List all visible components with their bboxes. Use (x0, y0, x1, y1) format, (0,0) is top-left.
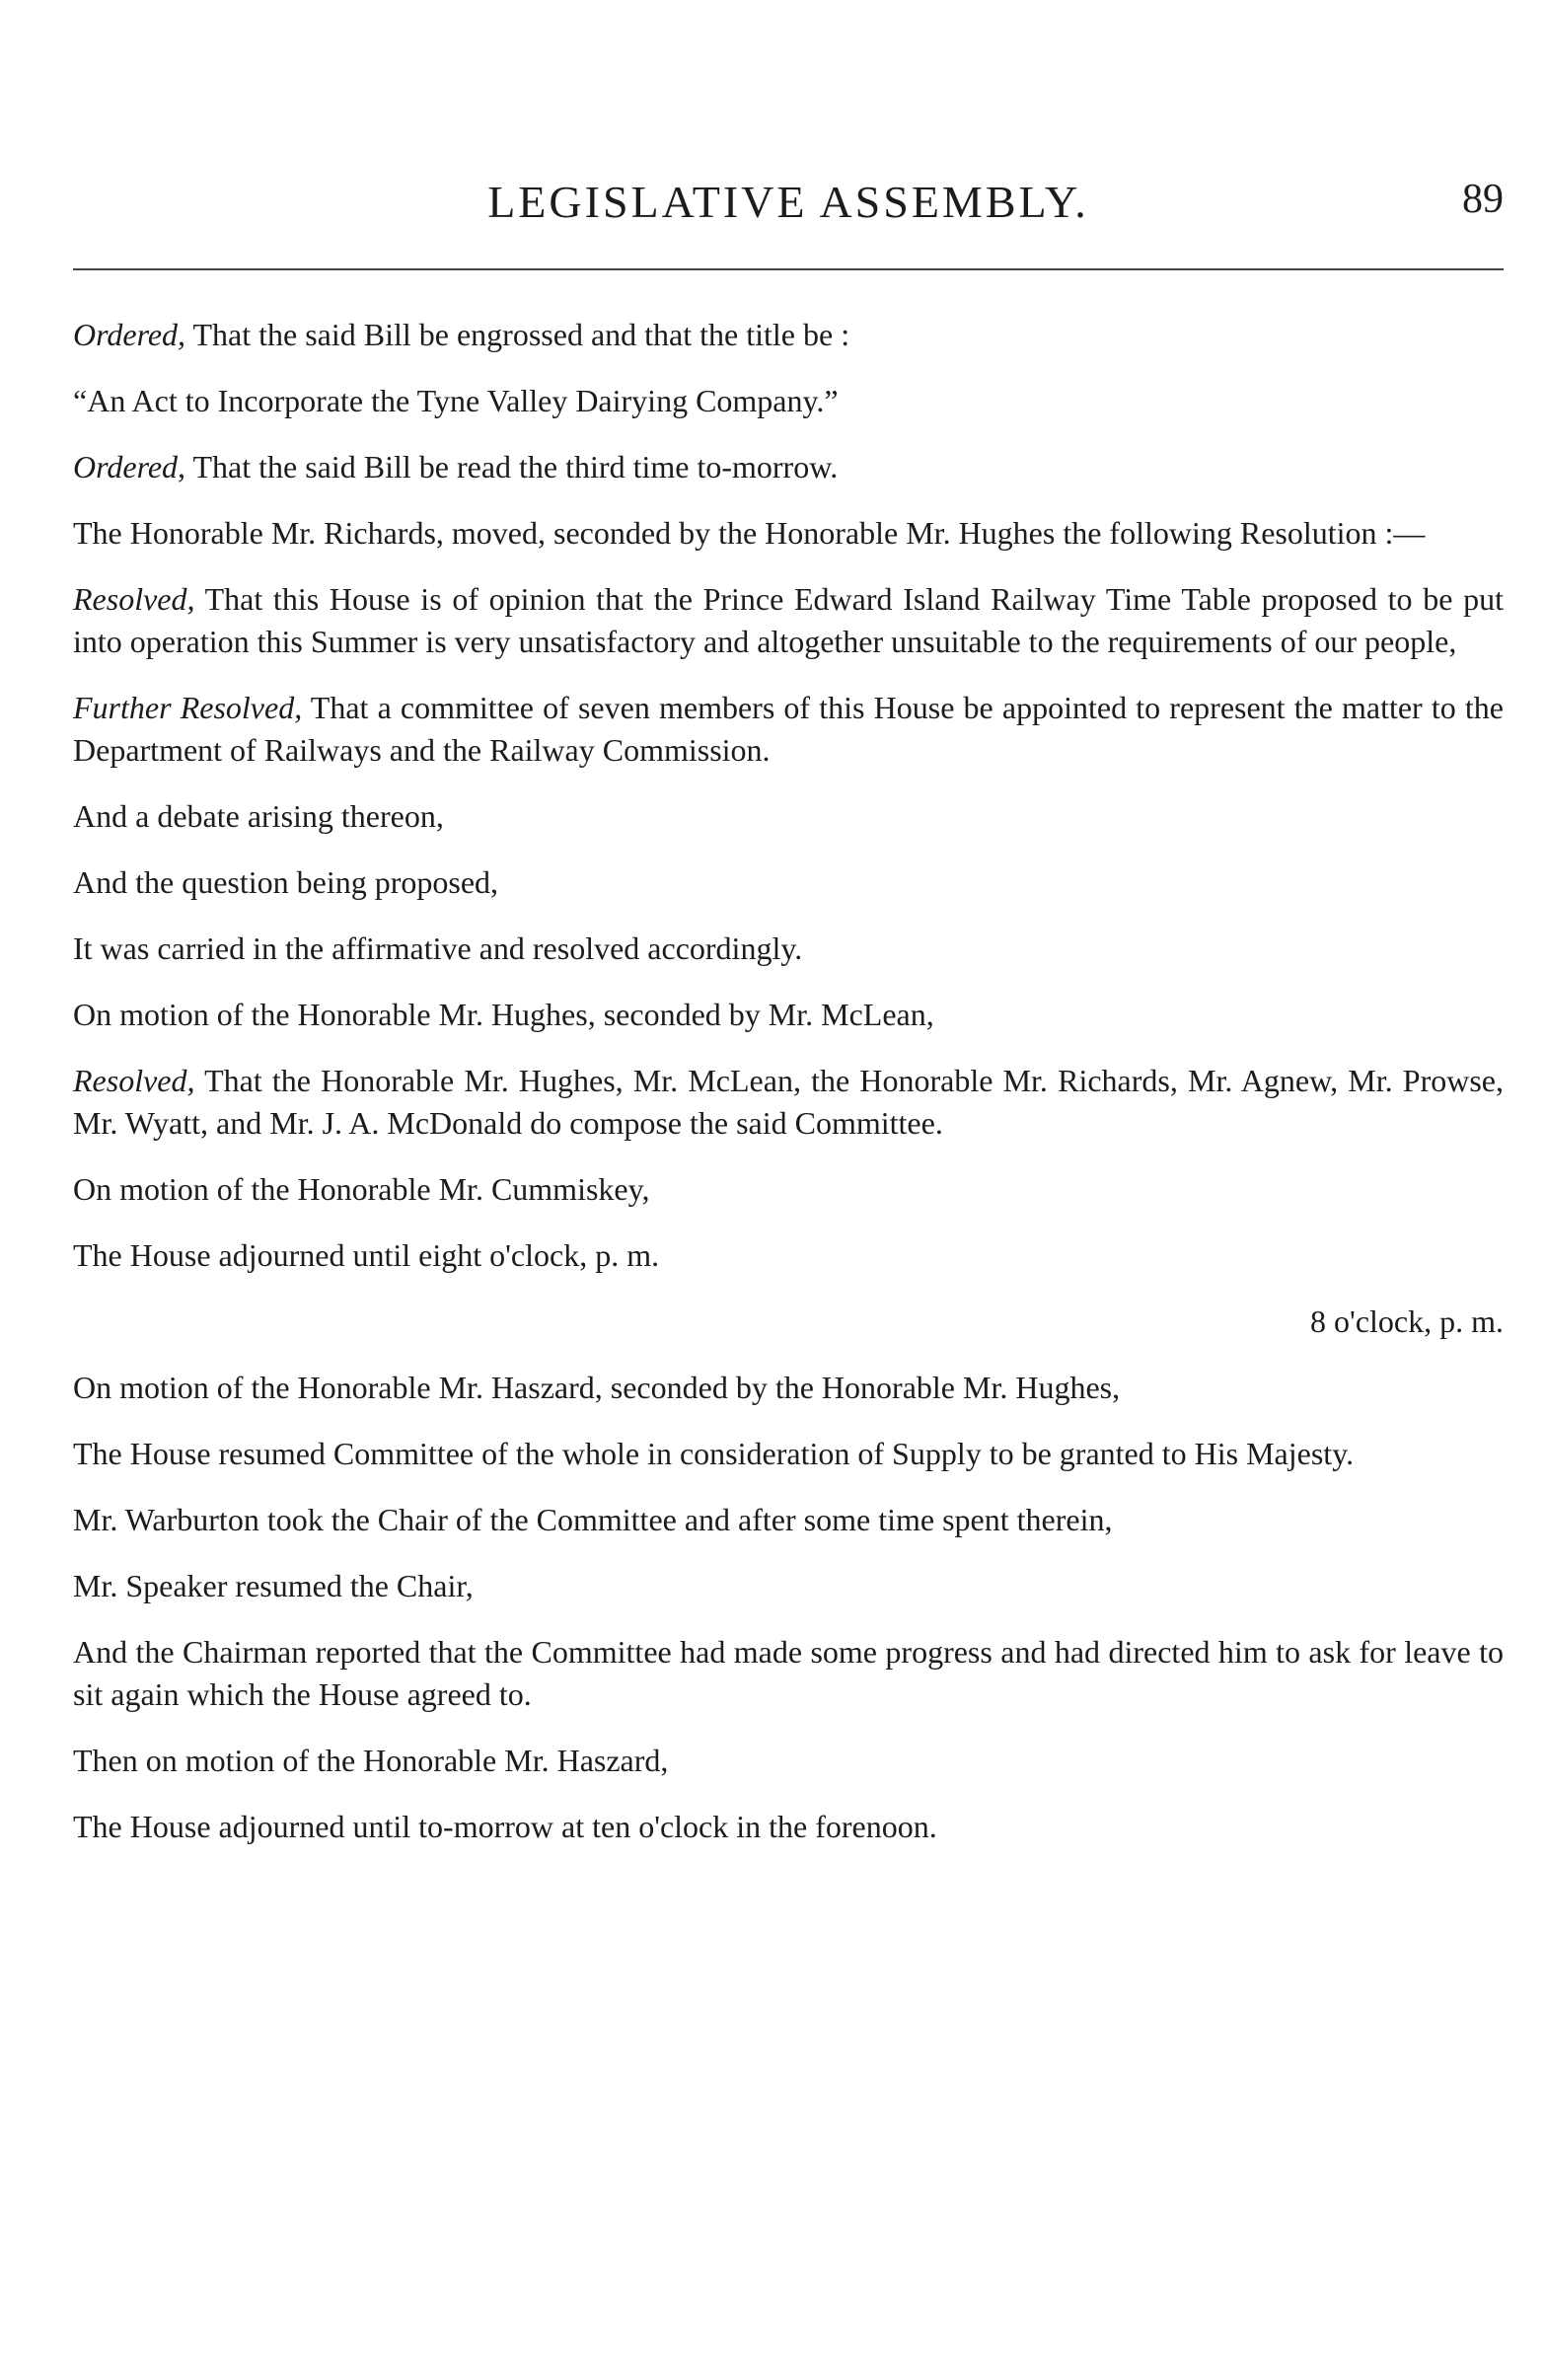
paragraph-lead: Resolved, (73, 581, 195, 617)
paragraph (73, 314, 1504, 356)
paragraph (73, 380, 1504, 422)
paragraph (73, 994, 1504, 1036)
paragraph (73, 1565, 1504, 1607)
paragraph-text: On motion of the Honorable Mr. Cummiskey, (73, 1171, 650, 1207)
paragraph-text: And the Chairman reported that the Committee had made some progress and had directed him to ask for leave to sit again which the House agreed to. (73, 1634, 1504, 1712)
paragraph (73, 1060, 1504, 1145)
header-rule (73, 268, 1504, 270)
paragraph (73, 1367, 1504, 1409)
paragraph (73, 928, 1504, 970)
page-body (73, 314, 1504, 1872)
paragraph-text: That a committee of seven members of this House be appointed to represent the matter to the Department of Railways and the Railway Commission. (73, 690, 1505, 768)
paragraph-lead: Ordered, (73, 449, 186, 484)
paragraph (73, 1234, 1504, 1277)
paragraph-text: On motion of the Honorable Mr. Hughes, seconded by Mr. McLean, (73, 997, 934, 1032)
paragraph (73, 795, 1504, 838)
paragraph (73, 1168, 1504, 1211)
paragraph-lead: Ordered, (73, 317, 186, 352)
paragraph-text: The House adjourned until to-morrow at ten o'clock in the forenoon. (73, 1809, 937, 1844)
paragraph-text: “An Act to Incorporate the Tyne Valley Dairying Company.” (73, 383, 839, 418)
paragraph-text: The House resumed Committee of the whole in consideration of Supply to be granted to His Majesty. (73, 1436, 1355, 1471)
paragraph-lead: Further Resolved, (73, 690, 303, 725)
paragraph-text: Mr. Warburton took the Chair of the Committee and after some time spent therein, (73, 1502, 1113, 1537)
running-title: LEGISLATIVE ASSEMBLY. (487, 177, 1089, 227)
paragraph-text: The Honorable Mr. Richards, moved, seconded by the Honorable Mr. Hughes the following Resolution :— (73, 515, 1426, 551)
paragraph (73, 1740, 1504, 1782)
paragraph-text: That the Honorable Mr. Hughes, Mr. McLean, the Honorable Mr. Richards, Mr. Agnew, Mr. Prowse, Mr. Wyatt, and Mr. J. A. McDonald do compose the said Committee. (73, 1063, 1504, 1141)
paragraph-lead: Resolved, (73, 1063, 195, 1098)
time-marker: 8 o'clock, p. m. (1310, 1303, 1504, 1339)
paragraph (73, 1631, 1504, 1716)
paragraph-text: And a debate arising thereon, (73, 798, 444, 834)
paragraph (73, 1499, 1504, 1541)
paragraph-text: That the said Bill be read the third time to-morrow. (185, 449, 839, 484)
paragraph-text: The House adjourned until eight o'clock, p. m. (73, 1237, 660, 1273)
paragraph (73, 1433, 1504, 1475)
paragraph (73, 578, 1504, 663)
paragraph-text: Then on motion of the Honorable Mr. Haszard, (73, 1743, 669, 1778)
paragraph-text: It was carried in the affirmative and resolved accordingly. (73, 930, 803, 966)
paragraph-text: That the said Bill be engrossed and that the title be : (185, 317, 850, 352)
paragraph-text: And the question being proposed, (73, 864, 499, 900)
paragraph (73, 861, 1504, 904)
page-number: 89 (1462, 177, 1504, 222)
paragraph (73, 1806, 1504, 1848)
document-page (73, 0, 1504, 2380)
paragraph (73, 687, 1504, 772)
page-header (73, 176, 1504, 235)
paragraph-text: That this House is of opinion that the Prince Edward Island Railway Time Table proposed to be put into operation this Summer is very unsatisfactory and altogether unsuitable to the requirements of our people, (73, 581, 1504, 659)
paragraph-text: Mr. Speaker resumed the Chair, (73, 1568, 474, 1603)
paragraph-text: On motion of the Honorable Mr. Haszard, seconded by the Honorable Mr. Hughes, (73, 1370, 1121, 1405)
paragraph (73, 446, 1504, 488)
paragraph (73, 512, 1504, 555)
